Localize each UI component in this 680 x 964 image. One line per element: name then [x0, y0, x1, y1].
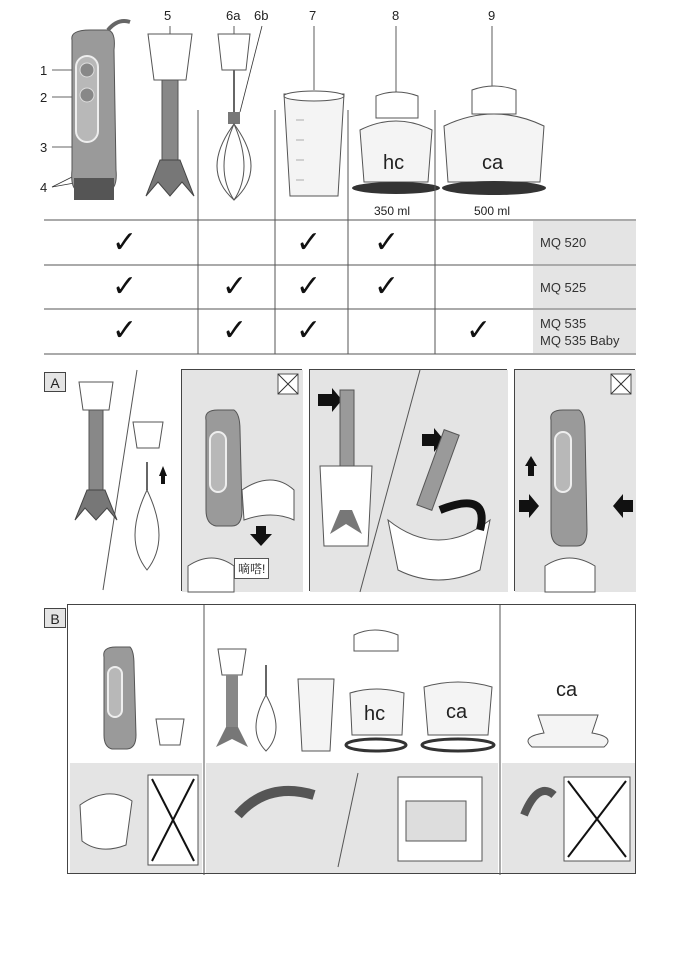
callout-8: 8 — [392, 8, 400, 23]
model-name-row3: MQ 535 MQ 535 Baby — [540, 316, 620, 348]
table-grid — [0, 0, 680, 360]
panel-a2 — [181, 369, 302, 591]
callout-2: 2 — [40, 90, 48, 105]
capacity-hc: 350 ml — [374, 204, 411, 218]
check-mq520-motor: ✓ — [112, 225, 138, 260]
b-ca-label: ca — [446, 701, 468, 723]
check-mq525-whisk: ✓ — [222, 269, 248, 304]
check-mq525-hc: ✓ — [374, 269, 400, 304]
capacity-ca: 500 ml — [474, 204, 511, 218]
panel-a1 — [67, 370, 169, 590]
b-hc-label: hc — [364, 703, 386, 725]
callout-7: 7 — [309, 8, 317, 23]
model-name-row2: MQ 525 — [540, 280, 587, 295]
click-text: 嘀嗒! — [234, 558, 269, 579]
callout-1: 1 — [40, 63, 48, 78]
callout-9: 9 — [488, 8, 496, 23]
hc-label: hc — [383, 152, 405, 174]
check-mq535-motor: ✓ — [112, 313, 138, 348]
check-mq520-beaker: ✓ — [296, 225, 322, 260]
callout-6a: 6a — [226, 8, 241, 23]
check-mq525-beaker: ✓ — [296, 269, 322, 304]
check-mq525-motor: ✓ — [112, 269, 138, 304]
callout-6b: 6b — [254, 8, 269, 23]
check-mq535-ca: ✓ — [466, 313, 492, 348]
section-a-badge: A — [44, 372, 66, 392]
check-mq535-whisk: ✓ — [222, 313, 248, 348]
ca-label: ca — [482, 152, 504, 174]
panel-a4 — [514, 369, 635, 591]
callout-3: 3 — [40, 140, 48, 155]
callout-4: 4 — [40, 180, 48, 195]
panel-b — [67, 604, 636, 874]
section-b-badge: B — [44, 608, 66, 628]
model-name-row1: MQ 520 — [540, 235, 587, 250]
callout-5: 5 — [164, 8, 172, 23]
check-mq535-beaker: ✓ — [296, 313, 322, 348]
check-mq520-hc: ✓ — [374, 225, 400, 260]
b-ca-right-label: ca — [556, 679, 578, 701]
panel-a3 — [309, 369, 507, 591]
